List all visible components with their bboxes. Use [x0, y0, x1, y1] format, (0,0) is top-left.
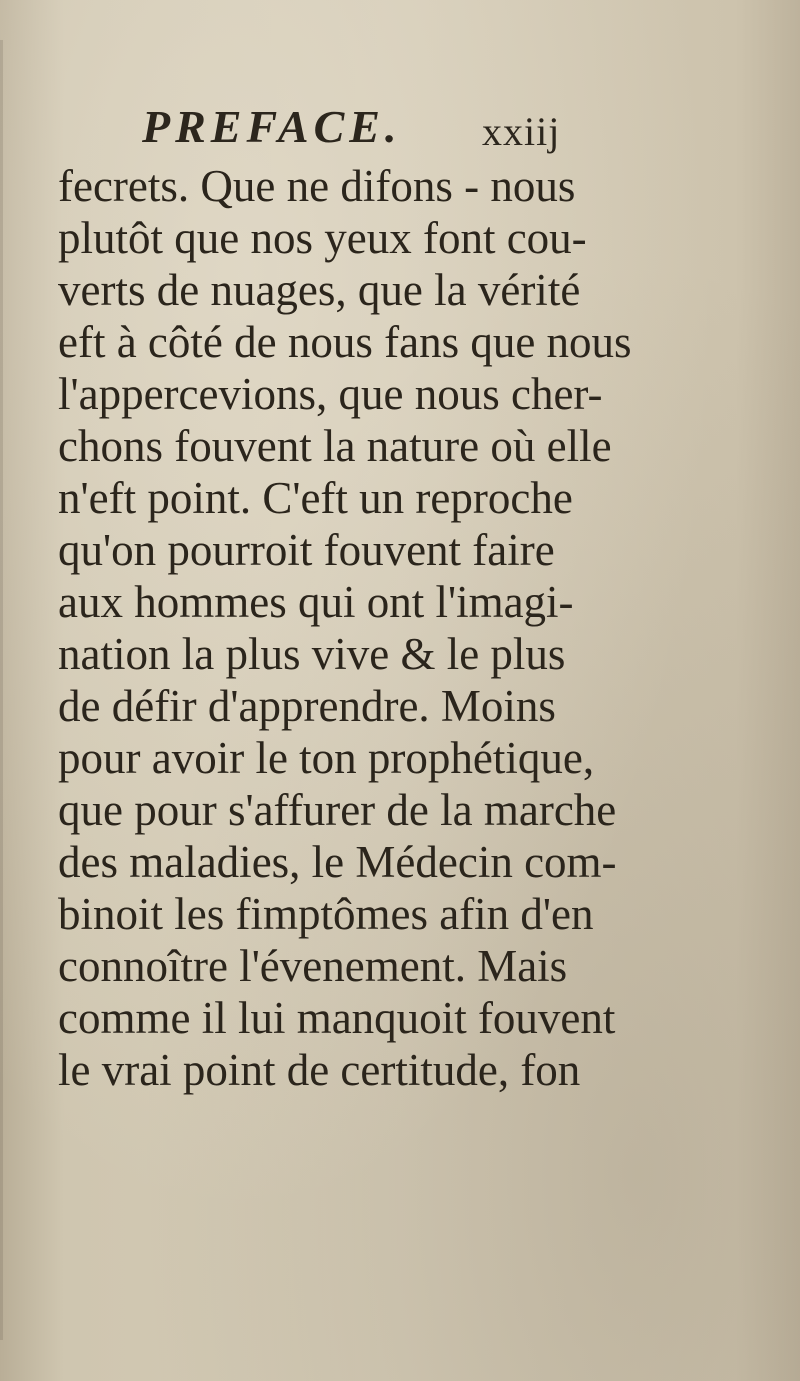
text-line: le vrai point de certitude, fon	[58, 1045, 581, 1095]
text-line: pour avoir le ton prophétique,	[58, 733, 595, 783]
text-line: eft à côté de nous fans que nous	[58, 317, 632, 367]
text-line: nation la plus vive & le plus	[58, 629, 566, 679]
text-line: n'eft point. C'eft un reproche	[58, 473, 573, 523]
text-line: comme il lui manquoit fouvent	[58, 993, 616, 1043]
text-line: des maladies, le Médecin com-	[58, 837, 617, 887]
page-number: xxiij	[482, 109, 561, 154]
body-text	[58, 160, 778, 1096]
text-line: binoit les fimptômes afin d'en	[58, 889, 594, 939]
running-head: PREFACE.	[142, 101, 402, 152]
text-line: aux hommes qui ont l'imagi-	[58, 577, 574, 627]
page-header	[142, 100, 602, 160]
text-line: chons fouvent la nature où elle	[58, 421, 612, 471]
text-line: verts de nuages, que la vérité	[58, 265, 581, 315]
page-edge-shadow	[0, 40, 3, 1340]
text-line: l'appercevions, que nous cher-	[58, 369, 603, 419]
text-line: fecrets. Que ne difons - nous	[58, 161, 576, 211]
text-line: plutôt que nos yeux font cou-	[58, 213, 587, 263]
text-line: connoître l'évenement. Mais	[58, 941, 568, 991]
text-line: qu'on pourroit fouvent faire	[58, 525, 555, 575]
text-line: de défir d'apprendre. Moins	[58, 681, 556, 731]
text-line: que pour s'affurer de la marche	[58, 785, 617, 835]
